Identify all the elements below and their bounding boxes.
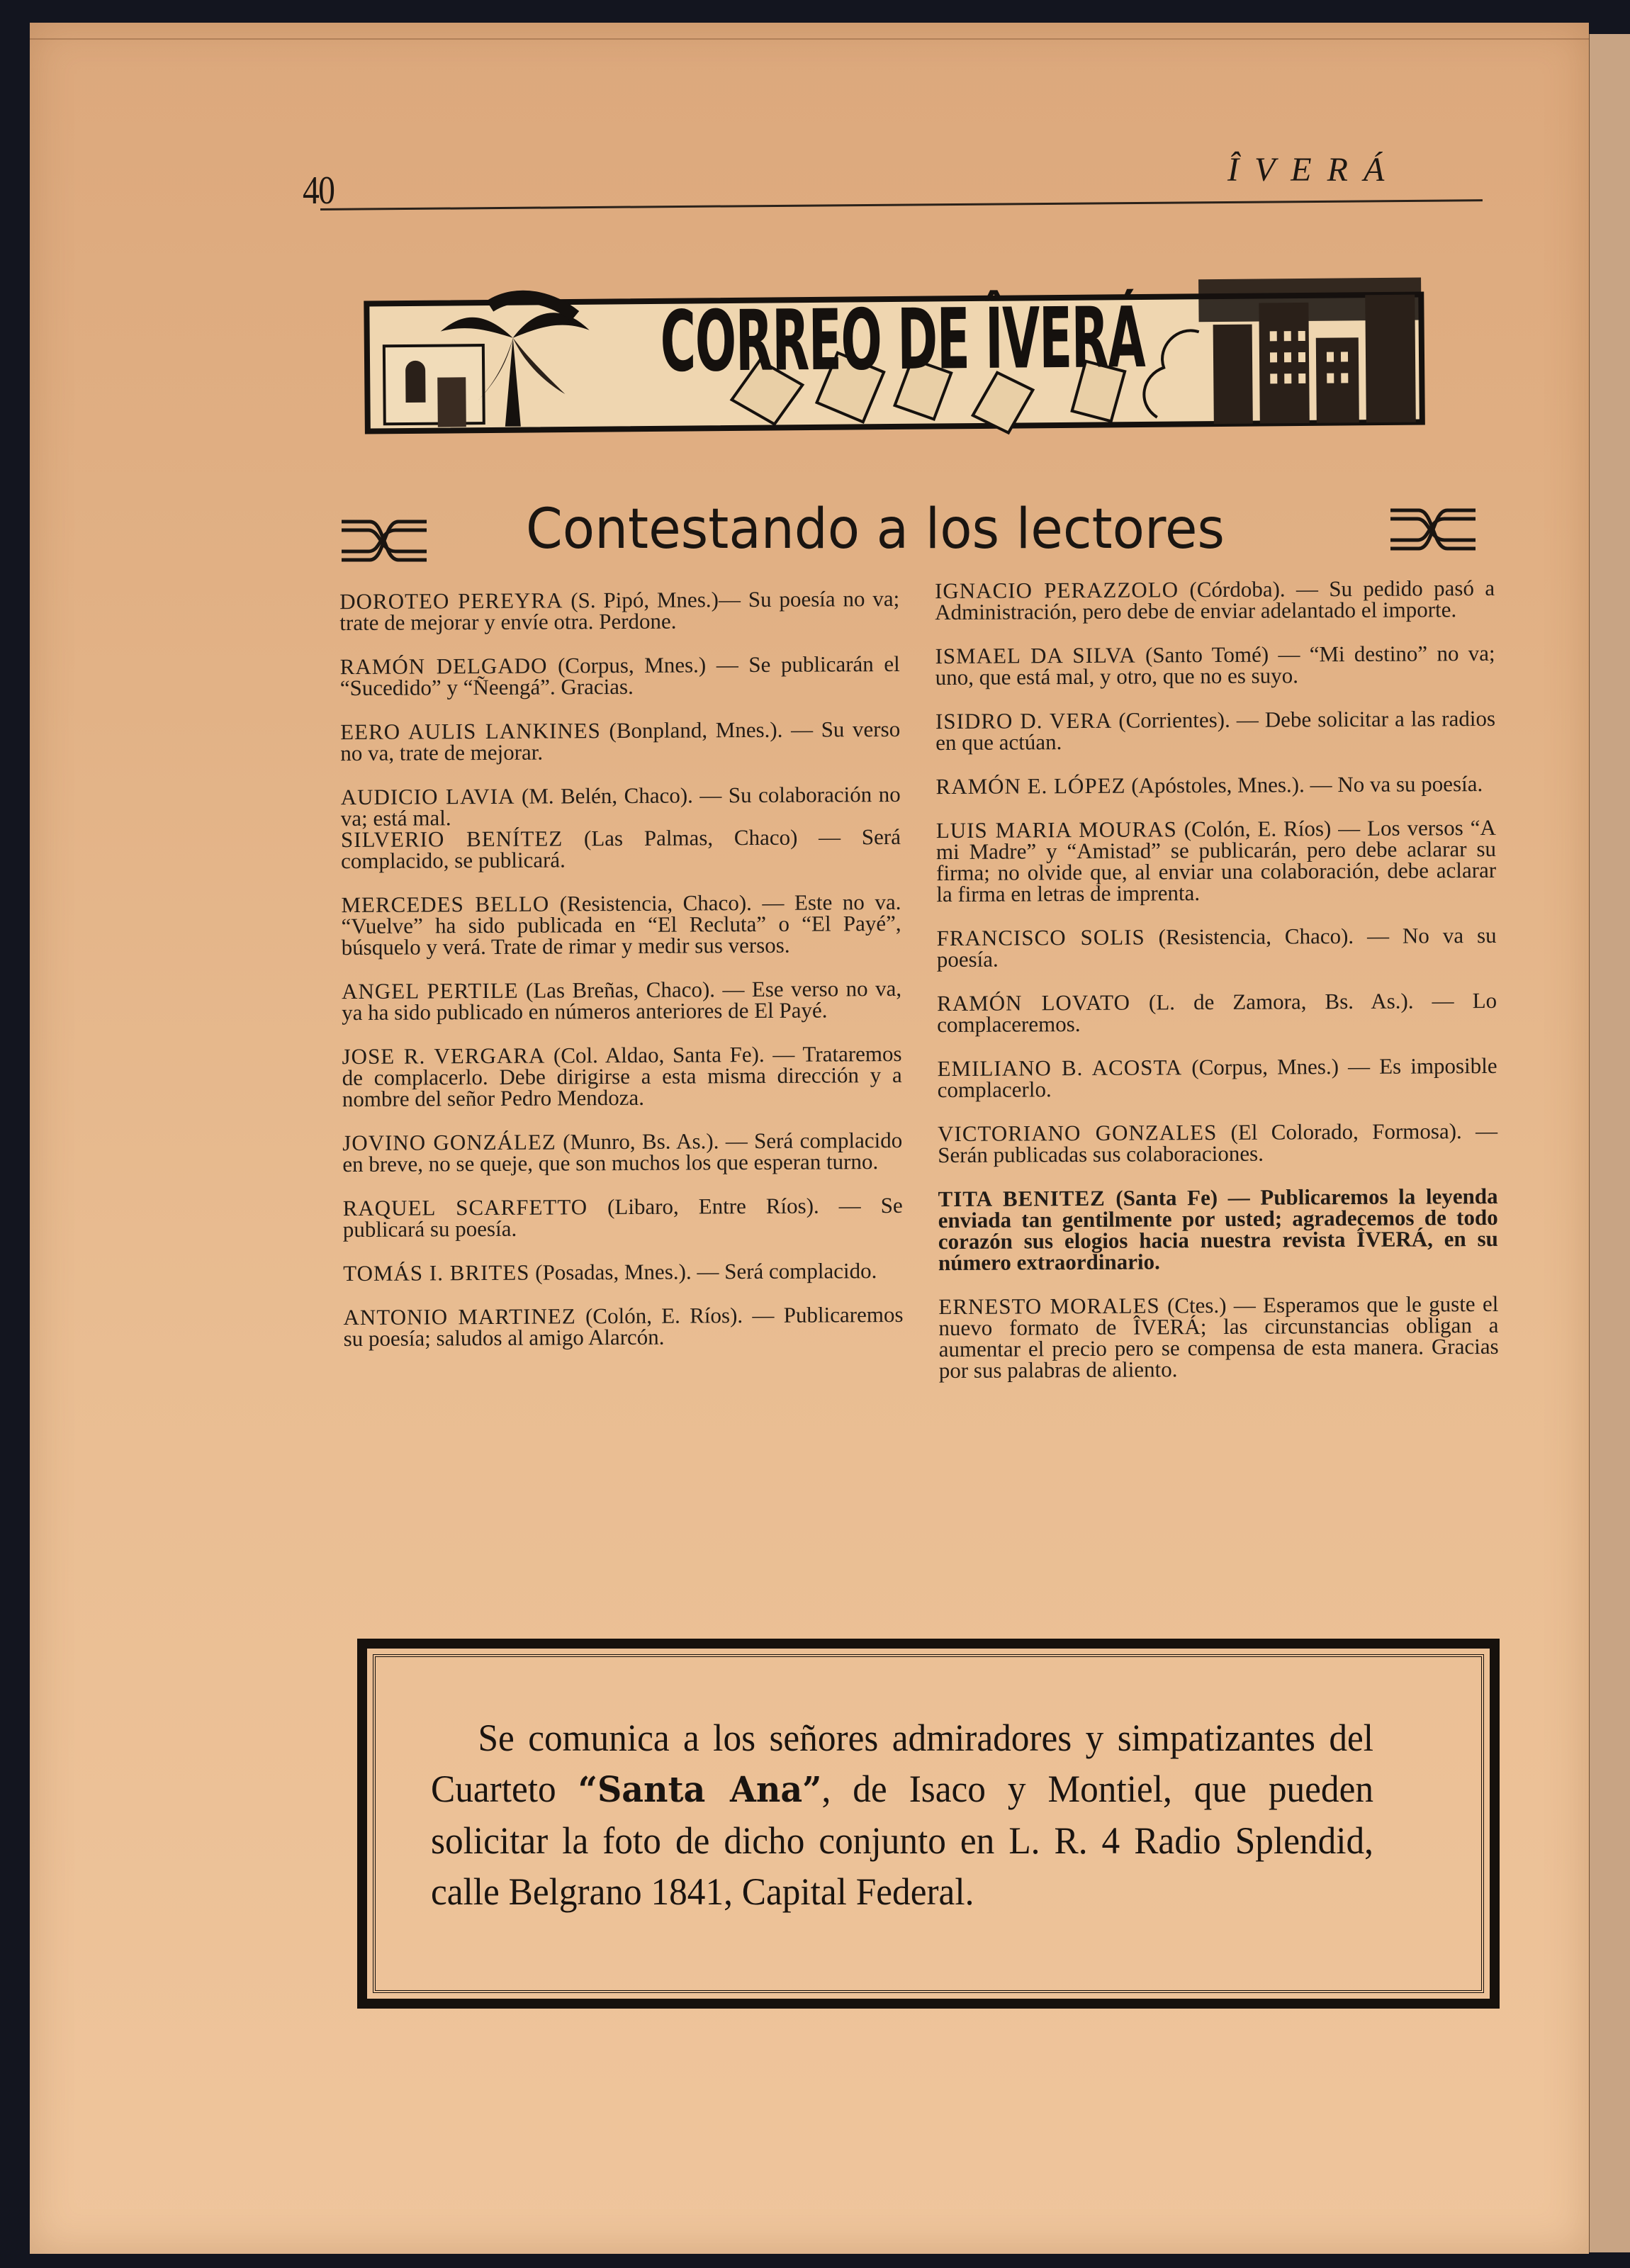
reader-reply xyxy=(936,987,1497,1038)
reply-text: (S. Pipó, Mnes.)— Su poesía no va; trate de mejorar y envíe otra. Perdone. xyxy=(339,585,900,636)
reply-text: (Córdoba). — Su pedido pasó a Administración, pero debe de enviar adelantado el importe. xyxy=(935,575,1495,625)
reader-reply xyxy=(938,1183,1498,1276)
reader-name: FRANCISCO SOLIS xyxy=(936,924,1145,951)
notice-text-start: Se comunica a los señores admiradores y simpatizantes del Cuarteto xyxy=(431,1717,1373,1810)
reader-reply xyxy=(342,1192,903,1242)
reader-name: JOSE R. VERGARA xyxy=(342,1043,546,1070)
reply-text: (Las Palmas, Chaco) — Será complacido, se publicará. xyxy=(341,824,901,874)
reader-name: ANGEL PERTILE xyxy=(341,977,519,1004)
reader-reply xyxy=(340,781,901,831)
magazine-page xyxy=(30,23,1589,2254)
running-title: ÎVERÁ xyxy=(1227,151,1400,189)
page-number: 40 xyxy=(303,169,335,213)
reader-reply xyxy=(938,1293,1499,1381)
reader-name: IGNACIO PERAZZOLO xyxy=(934,577,1179,604)
section-heading: Contestando a los lectores xyxy=(526,498,1225,561)
reader-reply xyxy=(935,773,1495,797)
notice-text-end: , de Isaco y Montiel, que pueden solicitar la foto de dicho conjunto en L. R. 4 Radio Splendid, calle Belgrano 1841, Capital Federal. xyxy=(431,1768,1373,1913)
reader-name: DOROTEO PEREYRA xyxy=(339,588,563,614)
reply-text: (Posadas, Mnes.). — Será complacido. xyxy=(535,1258,877,1285)
reply-text: (Col. Aldao, Santa Fe). — Trataremos de complacerlo. Debe dirigirse a esta misma dirección y a nombre del señor Pedro Mendoza. xyxy=(342,1040,902,1112)
reader-reply xyxy=(342,1040,902,1112)
reply-text: (L. de Zamora, Bs. As.). — Lo complaceremos. xyxy=(937,987,1497,1038)
reader-name: RAMÓN DELGADO xyxy=(339,653,548,680)
reader-name: ISIDRO D. VERA xyxy=(935,707,1113,734)
reader-reply xyxy=(936,922,1497,972)
reader-reply xyxy=(340,716,901,766)
reader-name: ISMAEL DA SILVA xyxy=(935,642,1136,669)
reader-name: RAMÓN LOVATO xyxy=(936,989,1131,1016)
reader-reply xyxy=(343,1301,904,1352)
reader-reply xyxy=(934,575,1495,625)
reply-text: (Ctes.) — Esperamos que le guste el nuevo formato de ÎVERÁ; las circunstancias obligan a aumentar el precio pero se compensa de esta manera. Gracias por sus palabras de aliento. xyxy=(938,1291,1499,1383)
reply-text: (El Colorado, Formosa). — Serán publicadas sus colaboraciones. xyxy=(938,1118,1498,1168)
reader-reply xyxy=(937,1052,1497,1103)
reply-text: (Bonpland, Mnes.). — Su verso no va, trate de mejorar. xyxy=(340,716,901,766)
reply-text: (Munro, Bs. As.). — Será complacido en breve, no se queje, que son muchos los que esperan turno. xyxy=(342,1127,903,1177)
notice-box xyxy=(357,1639,1500,2009)
reply-text: (Corpus, Mnes.) — Es imposible complacerlo. xyxy=(937,1052,1497,1103)
notice-text xyxy=(431,1712,1373,1917)
reader-reply xyxy=(343,1260,903,1284)
reply-text: (Las Breñas, Chaco). — Ese verso no va, ya ha sido publicado en números anteriores de El Payé. xyxy=(342,975,902,1026)
reader-name: LUIS MARIA MOURAS xyxy=(935,816,1177,843)
reader-name: RAQUEL SCARFETTO xyxy=(342,1194,588,1221)
reply-text: (Santo Tomé) — “Mi destino” no va; uno, que está mal, y otro, que no es suyo. xyxy=(935,640,1495,690)
reader-reply xyxy=(341,826,901,872)
reply-text: (Colón, E. Ríos) — Los versos “A mi Madre” y “Amistad” se publicarán, pero debe aclarar su firma; no olvide que, al enviar una colaboración, debe aclarar la firma en letras de imprenta. xyxy=(935,814,1497,907)
reply-text: (Apóstoles, Mnes.). — No va su poesía. xyxy=(1131,771,1483,798)
reader-name: TITA BENITEZ xyxy=(938,1185,1106,1212)
left-column xyxy=(339,585,904,1372)
reader-name: ANTONIO MARTINEZ xyxy=(343,1303,576,1330)
notice-highlight: “Santa Ana” xyxy=(578,1768,822,1810)
reply-text: (Corrientes). — Debe solicitar a las radios en que actúan. xyxy=(935,705,1496,756)
reply-text: (Libaro, Entre Ríos). — Se publicará su poesía. xyxy=(342,1192,903,1242)
reply-text: (Resistencia, Chaco). — No va su poesía. xyxy=(936,922,1497,972)
reader-name: RAMÓN E. LÓPEZ xyxy=(935,773,1126,799)
reader-reply xyxy=(935,705,1496,756)
reply-text: (Resistencia, Chaco). — Este no va. “Vuelve” ha sido publicada en “El Recluta” o “El Payé”, búsquelo y verá. Trate de rimar y medir sus versos. xyxy=(341,889,901,960)
reader-reply xyxy=(935,814,1497,907)
reader-name: VICTORIANO GONZALES xyxy=(937,1120,1218,1147)
reader-name: EERO AULIS LANKINES xyxy=(340,718,601,745)
wave-ornament-icon xyxy=(342,516,427,566)
reader-reply xyxy=(341,975,902,1026)
reply-text: (Santa Fe) — Publicaremos la leyenda enviada tan gentilmente por usted; agradecemos de todo corazón sus elogios hacia nuestra revista ÎVERÁ, en su número extraordinario. xyxy=(938,1183,1498,1276)
correo-banner xyxy=(362,273,1427,442)
adjacent-page-edge xyxy=(1587,34,1630,2252)
reply-text: (Corpus, Mnes.) — Se publicarán el “Sucedido” y “Ñeengá”. Gracias. xyxy=(339,651,900,701)
reader-name: JOVINO GONZÁLEZ xyxy=(342,1129,556,1156)
reader-name: TOMÁS I. BRITES xyxy=(343,1259,530,1286)
reader-reply xyxy=(342,1127,903,1177)
reader-name: SILVERIO BENÍTEZ xyxy=(340,826,563,853)
reply-text: (Colón, E. Ríos). — Publicaremos su poesía; saludos al amigo Alarcón. xyxy=(343,1301,904,1352)
right-column xyxy=(934,575,1499,1404)
reply-text: (M. Belén, Chaco). — Su colaboración no va; está mal. xyxy=(340,781,901,831)
banner-title: CORREO DE ÎVERÁ xyxy=(660,288,1145,391)
reader-reply xyxy=(339,585,900,636)
reader-name: ERNESTO MORALES xyxy=(938,1293,1160,1320)
reader-name: AUDICIO LAVIA xyxy=(340,783,515,810)
reader-name: EMILIANO B. ACOSTA xyxy=(937,1055,1183,1082)
header-rule xyxy=(320,199,1483,210)
reader-name: MERCEDES BELLO xyxy=(341,891,550,918)
reader-reply xyxy=(341,889,901,960)
wave-ornament-icon xyxy=(1390,505,1476,554)
reader-reply xyxy=(340,653,900,699)
reader-reply xyxy=(935,640,1495,690)
reader-reply xyxy=(937,1118,1498,1168)
